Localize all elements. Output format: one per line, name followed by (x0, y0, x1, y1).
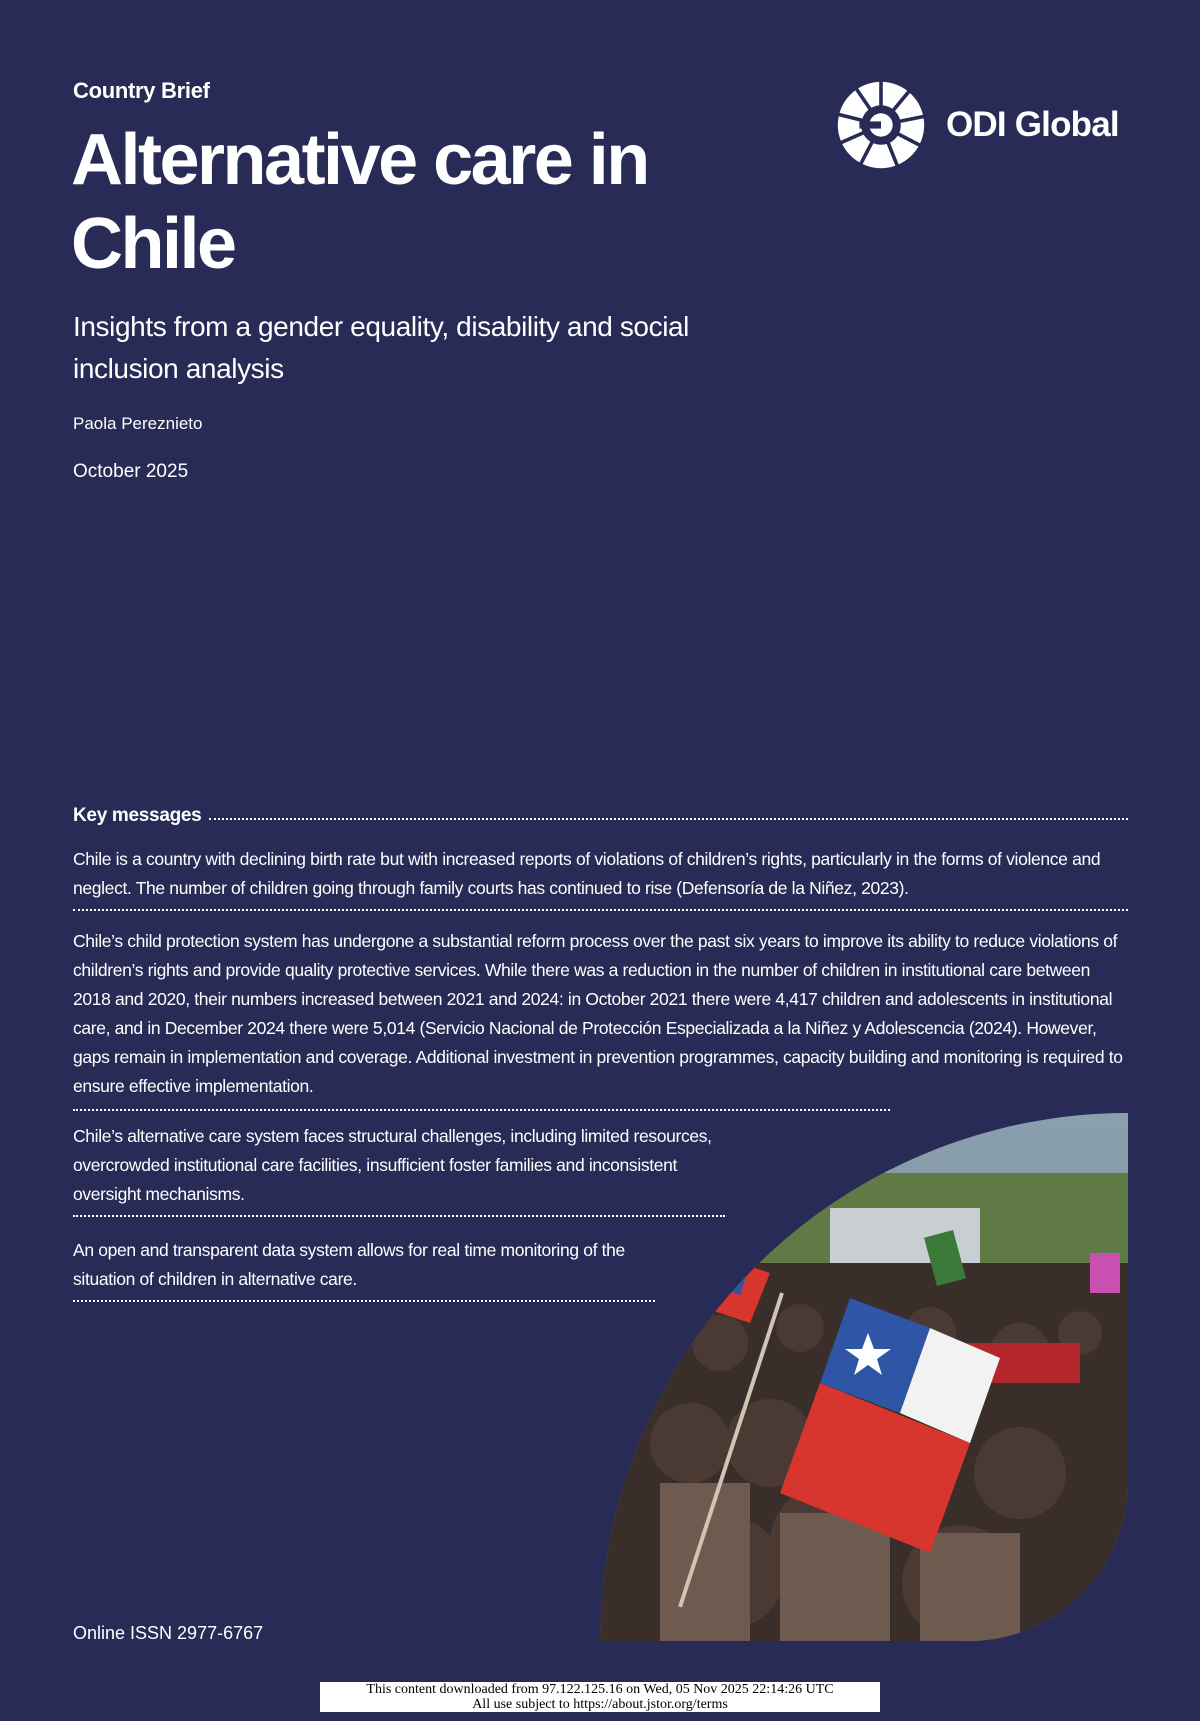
odi-logo-icon (836, 80, 926, 170)
terms-notice: All use subject to https://about.jstor.org/terms (320, 1697, 880, 1712)
odi-global-logo (836, 80, 1119, 170)
author-name: Paola Pereznieto (73, 414, 203, 433)
key-message-3: Chile’s alternative care system faces structural challenges, including limited resources, overcrowded institutional care facilities, insufficient foster families and inconsistent oversight mechanisms. (73, 1122, 725, 1217)
publication-date: October 2025 (73, 461, 189, 482)
download-notice: This content downloaded from 97.122.125.16 on Wed, 05 Nov 2025 22:14:26 UTC (320, 1682, 880, 1697)
key-message-2-text: Chile’s child protection system has undergone a substantial reform process over the past six years to improve its ability to reduce violations of children’s rights and provide quality protective services. While there was a reduction in the number of children in institutional care between 2018 and 2020, their numbers increased between 2021 and 2024: in October 2021 there were 4,417 children and adolescents in institutional care, and in December 2024 there were 5,014 (Servicio Nacional de Protección Especializada a la Niñez y Adolescencia (2024). However, gaps remain in implementation and coverage. Additional investment in prevention programmes, capacity building and monitoring is required to ensure effective implementation. (73, 931, 1123, 1096)
logo-wordmark: ODI Global (946, 105, 1119, 144)
protest-crowd-photo (600, 1113, 1128, 1643)
key-messages-heading (73, 805, 1128, 827)
key-message-1: Chile is a country with declining birth rate but with increased reports of violations of children’s rights, particularly in the forms of violence and neglect. The number of children going through family courts has continued to rise (Defensoría de la Niñez, 2023). (73, 845, 1128, 911)
jstor-footer (0, 1682, 1200, 1712)
page-title: Alternative care in Chile (71, 120, 648, 284)
dotted-divider (209, 818, 1128, 820)
key-message-4: An open and transparent data system allows for real time monitoring of the situation of children in alternative care. (73, 1236, 655, 1302)
document-type-label: Country Brief (73, 78, 210, 103)
key-message-2 (73, 927, 1128, 1107)
dotted-divider (73, 1109, 890, 1111)
key-messages-title: Key messages (73, 805, 202, 826)
page-subtitle: Insights from a gender equality, disability and social inclusion analysis (73, 311, 690, 384)
issn-number: Online ISSN 2977-6767 (73, 1623, 264, 1643)
